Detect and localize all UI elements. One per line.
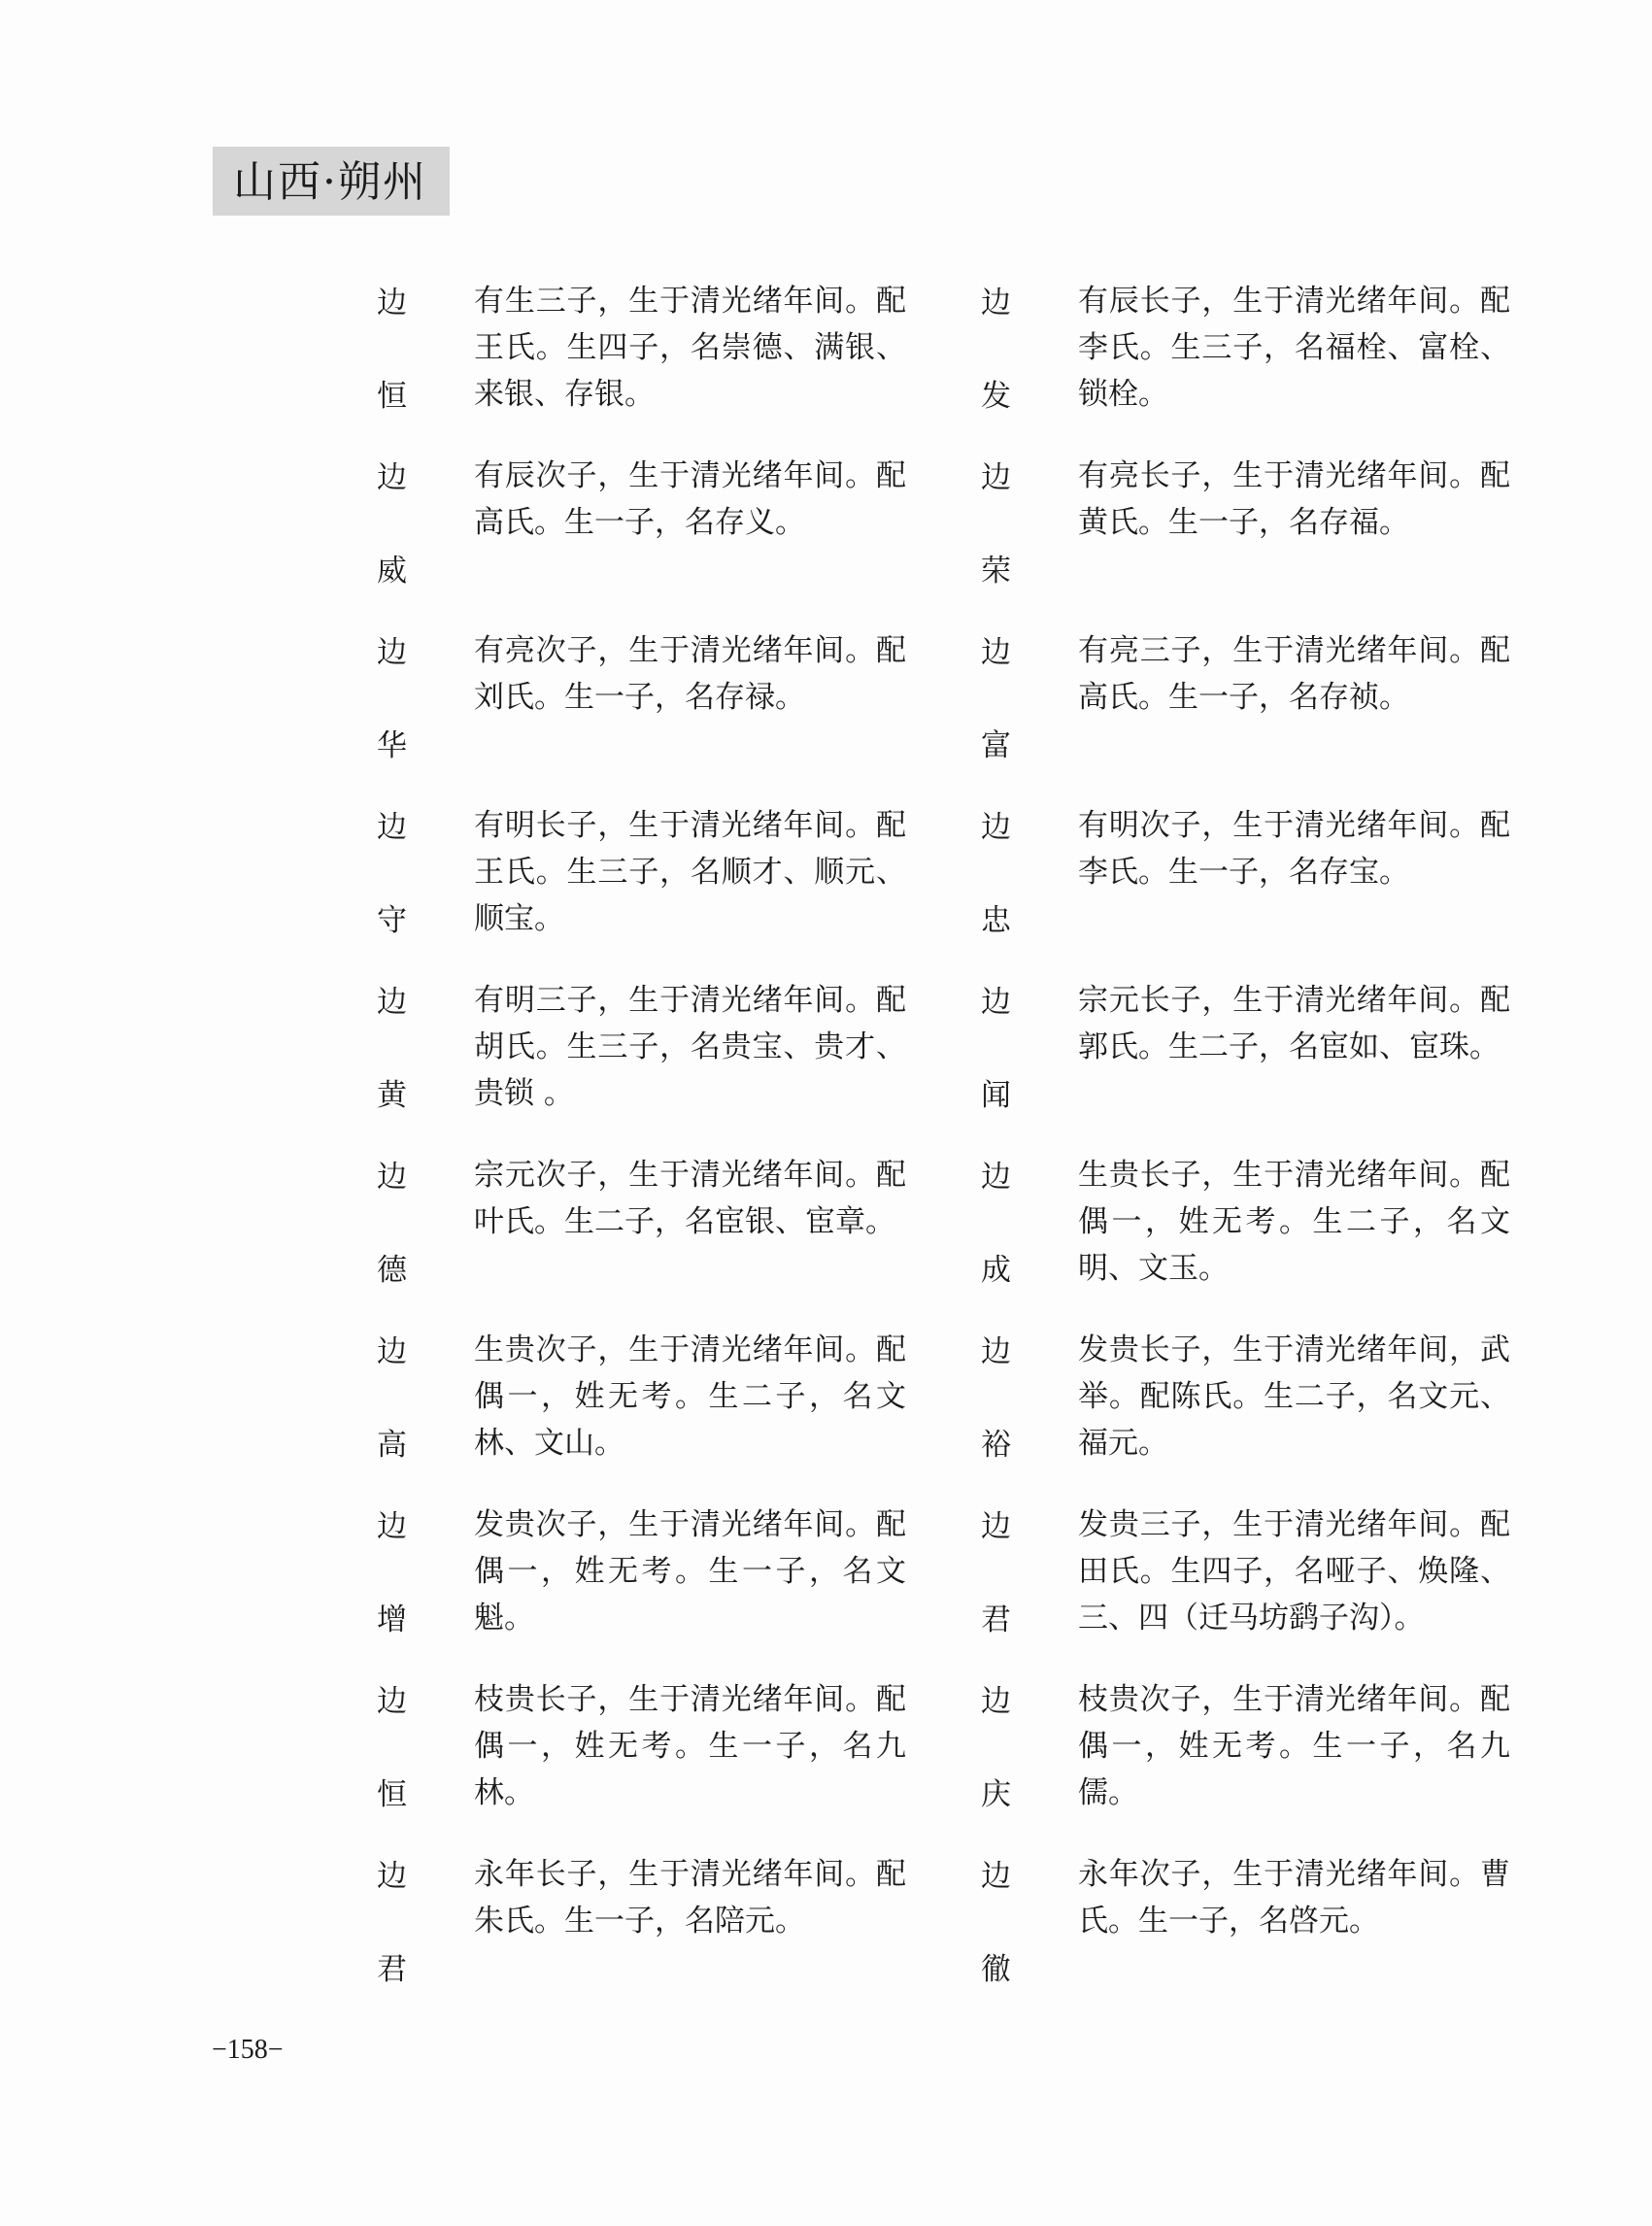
surname: 边 bbox=[377, 810, 407, 845]
entry-description: 生贵次子，生于清光绪年间。配偶一，姓无考。生二子，名文林、文山。 bbox=[474, 1332, 906, 1461]
genealogy-entry bbox=[981, 1676, 1525, 1851]
surname: 边 bbox=[981, 460, 1011, 495]
entry-description: 永年次子，生于清光绪年间。曹氏。生一子，名啓元。 bbox=[1078, 1857, 1510, 1939]
left-column bbox=[377, 278, 921, 2026]
entry-description: 有明次子，生于清光绪年间。配李氏。生一子，名存宝。 bbox=[1078, 808, 1510, 890]
surname: 边 bbox=[981, 1859, 1011, 1894]
entry-description: 枝贵次子，生于清光绪年间。配偶一，姓无考。生一子，名九儒。 bbox=[1078, 1682, 1510, 1810]
surname: 边 bbox=[981, 1334, 1011, 1369]
surname: 边 bbox=[981, 810, 1011, 845]
entry-description: 有辰次子，生于清光绪年间。配高氏。生一子，名存义。 bbox=[474, 458, 906, 540]
section-header-title: 山西·朔州 bbox=[233, 157, 427, 207]
genealogy-entry bbox=[377, 278, 921, 453]
entry-description: 发贵三子，生于清光绪年间。配田氏。生四子，名哑子、焕隆、三、四（迁马坊鹞子沟）。 bbox=[1078, 1507, 1510, 1636]
surname: 边 bbox=[981, 1509, 1011, 1544]
entry-description: 发贵次子，生于清光绪年间。配偶一，姓无考。生一子，名文魁。 bbox=[474, 1507, 906, 1636]
genealogy-entry bbox=[377, 453, 921, 627]
given-name: 高 bbox=[377, 1428, 407, 1463]
surname: 边 bbox=[377, 635, 407, 670]
entry-description: 有辰长子，生于清光绪年间。配李氏。生三子，名福栓、富栓、锁栓。 bbox=[1078, 284, 1510, 412]
surname: 边 bbox=[377, 1859, 407, 1894]
given-name: 守 bbox=[377, 903, 407, 938]
given-name: 闻 bbox=[981, 1078, 1011, 1113]
entry-description: 发贵长子，生于清光绪年间，武举。配陈氏。生二子，名文元、福元。 bbox=[1078, 1332, 1510, 1461]
surname: 边 bbox=[981, 1160, 1011, 1195]
genealogy-entry bbox=[981, 278, 1525, 453]
entry-description: 有明长子，生于清光绪年间。配王氏。生三子，名顺才、顺元、顺宝。 bbox=[474, 808, 906, 936]
entry-description: 有生三子，生于清光绪年间。配王氏。生四子，名崇德、满银、来银、存银。 bbox=[474, 284, 906, 412]
genealogy-entry bbox=[981, 627, 1525, 802]
genealogy-entry bbox=[981, 802, 1525, 977]
genealogy-entry bbox=[377, 1152, 921, 1327]
surname: 边 bbox=[981, 985, 1011, 1020]
given-name: 君 bbox=[981, 1602, 1011, 1637]
entry-description: 有亮长子，生于清光绪年间。配黄氏。生一子，名存福。 bbox=[1078, 458, 1510, 540]
surname: 边 bbox=[377, 1684, 407, 1719]
entry-description: 生贵长子，生于清光绪年间。配偶一，姓无考。生二子，名文明、文玉。 bbox=[1078, 1158, 1510, 1286]
entry-description: 有明三子，生于清光绪年间。配胡氏。生三子，名贵宝、贵才、贵锁 。 bbox=[474, 983, 906, 1111]
given-name: 忠 bbox=[981, 903, 1011, 938]
genealogy-entry bbox=[981, 453, 1525, 627]
entry-description: 宗元长子，生于清光绪年间。配郭氏。生二子，名宦如、宦珠。 bbox=[1078, 983, 1510, 1064]
surname: 边 bbox=[981, 286, 1011, 320]
genealogy-entry bbox=[981, 977, 1525, 1152]
given-name: 君 bbox=[377, 1952, 407, 1987]
genealogy-entry bbox=[981, 1152, 1525, 1327]
genealogy-entry bbox=[377, 1327, 921, 1501]
surname: 边 bbox=[377, 460, 407, 495]
surname: 边 bbox=[377, 286, 407, 320]
entry-description: 宗元次子，生于清光绪年间。配叶氏。生二子，名宦银、宦章。 bbox=[474, 1158, 906, 1239]
genealogy-entry bbox=[377, 627, 921, 802]
genealogy-entry bbox=[377, 977, 921, 1152]
given-name: 发 bbox=[981, 379, 1011, 414]
page-number: −158− bbox=[212, 2035, 284, 2065]
genealogy-entry bbox=[377, 1501, 921, 1676]
given-name: 恒 bbox=[377, 1777, 407, 1812]
given-name: 华 bbox=[377, 728, 407, 763]
surname: 边 bbox=[377, 1160, 407, 1195]
given-name: 庆 bbox=[981, 1777, 1011, 1812]
given-name: 德 bbox=[377, 1253, 407, 1288]
given-name: 恒 bbox=[377, 379, 407, 414]
genealogy-entry bbox=[981, 1851, 1525, 2026]
surname: 边 bbox=[377, 1509, 407, 1544]
given-name: 成 bbox=[981, 1253, 1011, 1288]
given-name: 威 bbox=[377, 554, 407, 589]
given-name: 裕 bbox=[981, 1428, 1011, 1463]
surname: 边 bbox=[377, 985, 407, 1020]
surname: 边 bbox=[377, 1334, 407, 1369]
genealogy-entry bbox=[377, 1676, 921, 1851]
genealogy-entry bbox=[377, 1851, 921, 2026]
entry-description: 永年长子，生于清光绪年间。配朱氏。生一子，名陪元。 bbox=[474, 1857, 906, 1939]
entry-description: 枝贵长子，生于清光绪年间。配偶一，姓无考。生一子，名九林。 bbox=[474, 1682, 906, 1810]
given-name: 徹 bbox=[981, 1952, 1011, 1987]
given-name: 富 bbox=[981, 728, 1011, 763]
genealogy-entry bbox=[981, 1501, 1525, 1676]
given-name: 黄 bbox=[377, 1078, 407, 1113]
surname: 边 bbox=[981, 1684, 1011, 1719]
genealogy-entry bbox=[981, 1327, 1525, 1501]
given-name: 增 bbox=[377, 1602, 407, 1637]
genealogy-entry bbox=[377, 802, 921, 977]
given-name: 荣 bbox=[981, 554, 1011, 589]
entry-description: 有亮次子，生于清光绪年间。配刘氏。生一子，名存禄。 bbox=[474, 633, 906, 715]
right-column bbox=[981, 278, 1525, 2026]
surname: 边 bbox=[981, 635, 1011, 670]
entry-description: 有亮三子，生于清光绪年间。配高氏。生一子，名存祯。 bbox=[1078, 633, 1510, 715]
